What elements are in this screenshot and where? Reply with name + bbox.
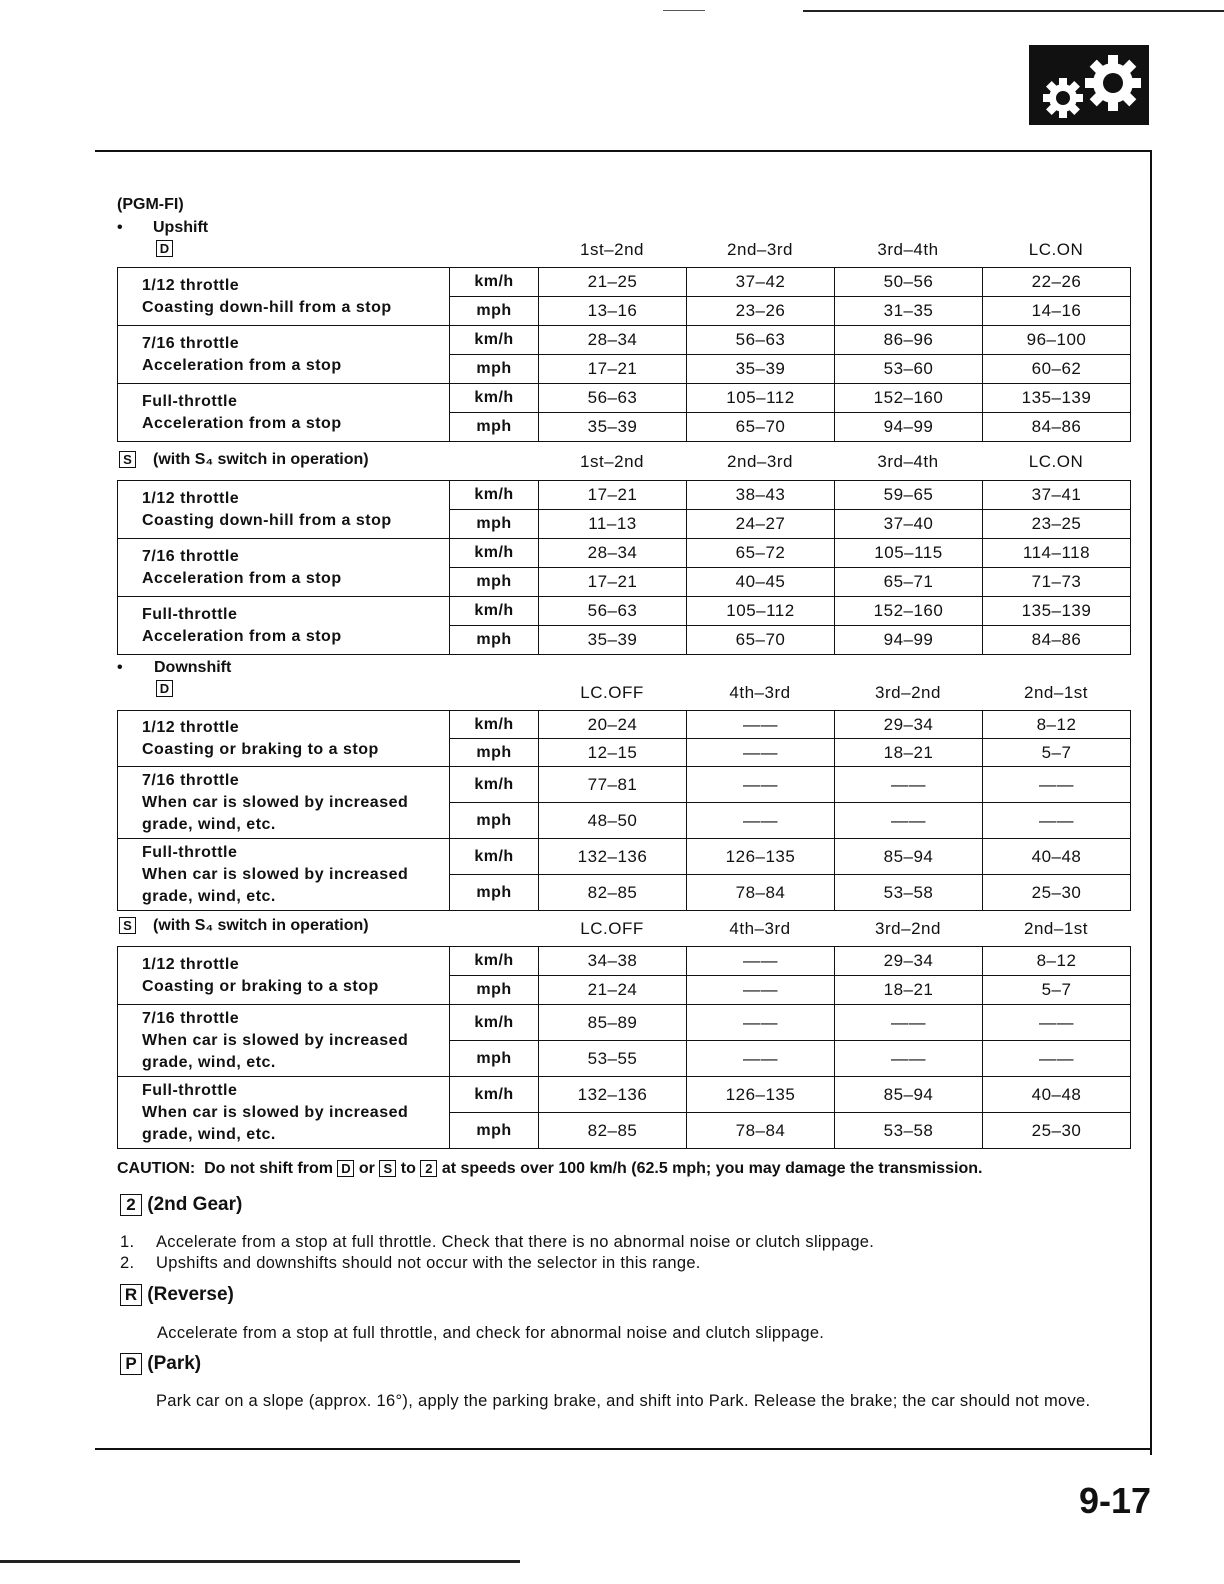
unit-cell: mph bbox=[450, 626, 539, 655]
speed-cell: 31–35 bbox=[835, 297, 983, 326]
speed-cell: 40–48 bbox=[983, 1077, 1131, 1113]
speed-cell: 105–112 bbox=[687, 597, 835, 626]
speed-cell: 40–45 bbox=[687, 568, 835, 597]
speed-cell: —— bbox=[983, 1041, 1131, 1077]
speed-cell: 53–60 bbox=[835, 355, 983, 384]
condition-line: 1/12 throttle bbox=[142, 276, 240, 294]
column-header: 2nd–3rd bbox=[727, 240, 793, 259]
speed-cell: 94–99 bbox=[835, 626, 983, 655]
speed-cell: 53–58 bbox=[835, 875, 983, 911]
speed-cell: 65–70 bbox=[687, 626, 835, 655]
condition-line: grade, wind, etc. bbox=[142, 1053, 276, 1071]
speed-cell: 85–89 bbox=[539, 1005, 687, 1041]
unit-cell: km/h bbox=[450, 268, 539, 297]
speed-cell: 8–12 bbox=[983, 947, 1131, 976]
unit-cell: km/h bbox=[450, 767, 539, 803]
frame-top-rule bbox=[95, 150, 1152, 152]
speed-cell: 105–115 bbox=[835, 539, 983, 568]
engine-label: (PGM-FI) bbox=[117, 196, 184, 213]
column-header: LC.ON bbox=[1028, 240, 1084, 259]
condition-line: Acceleration from a stop bbox=[142, 356, 342, 374]
speed-cell: 35–39 bbox=[687, 355, 835, 384]
unit-cell: mph bbox=[450, 510, 539, 539]
throttle-condition bbox=[118, 839, 450, 911]
speed-cell: 71–73 bbox=[983, 568, 1131, 597]
speed-cell: 11–13 bbox=[539, 510, 687, 539]
speed-cell: 34–38 bbox=[539, 947, 687, 976]
condition-line: 7/16 throttle bbox=[142, 771, 240, 789]
speed-cell: 12–15 bbox=[539, 739, 687, 767]
speed-cell: 82–85 bbox=[539, 1113, 687, 1149]
speed-cell: 77–81 bbox=[539, 767, 687, 803]
second-gear-item-1: Accelerate from a stop at full throttle. Check that there is no abnormal noise or clutch slippage. bbox=[156, 1233, 875, 1251]
speed-cell: 60–62 bbox=[983, 355, 1131, 384]
condition-line: Acceleration from a stop bbox=[142, 569, 342, 587]
table-row bbox=[118, 1005, 1131, 1041]
speed-cell: 37–40 bbox=[835, 510, 983, 539]
page-number: 9-17 bbox=[1078, 1480, 1151, 1521]
downshift-label: Downshift bbox=[154, 659, 232, 676]
speed-cell: 94–99 bbox=[835, 413, 983, 442]
gears-icon bbox=[1029, 45, 1149, 125]
throttle-condition bbox=[118, 326, 450, 384]
unit-cell: km/h bbox=[450, 1077, 539, 1113]
speed-cell: 29–34 bbox=[835, 947, 983, 976]
park-heading: P (Park) bbox=[120, 1353, 201, 1375]
speed-cell: 25–30 bbox=[983, 1113, 1131, 1149]
speed-cell: —— bbox=[983, 1005, 1131, 1041]
throttle-condition bbox=[118, 1077, 450, 1149]
condition-line: When car is slowed by increased bbox=[142, 1103, 409, 1121]
condition-line: When car is slowed by increased bbox=[142, 793, 409, 811]
speed-cell: 132–136 bbox=[539, 839, 687, 875]
column-header: 3rd–2nd bbox=[875, 683, 941, 702]
column-header: 3rd–4th bbox=[877, 452, 939, 471]
condition-line: grade, wind, etc. bbox=[142, 815, 276, 833]
speed-cell: —— bbox=[983, 767, 1131, 803]
second-gear-item-2: Upshifts and downshifts should not occur with the selector in this range. bbox=[156, 1254, 701, 1272]
throttle-condition bbox=[118, 539, 450, 597]
table-row bbox=[118, 481, 1131, 510]
condition-line: Coasting or braking to a stop bbox=[142, 977, 379, 995]
speed-cell: 85–94 bbox=[835, 1077, 983, 1113]
speed-cell: —— bbox=[983, 803, 1131, 839]
speed-cell: 65–72 bbox=[687, 539, 835, 568]
unit-cell: km/h bbox=[450, 947, 539, 976]
downshift-s-table bbox=[117, 946, 1131, 1149]
speed-cell: 22–26 bbox=[983, 268, 1131, 297]
speed-cell: 48–50 bbox=[539, 803, 687, 839]
top-rule-short bbox=[663, 10, 705, 11]
throttle-condition bbox=[118, 597, 450, 655]
list-number: 2. bbox=[120, 1254, 135, 1272]
speed-cell: 17–21 bbox=[539, 568, 687, 597]
throttle-condition bbox=[118, 384, 450, 442]
upshift-d-table bbox=[117, 267, 1131, 442]
speed-cell: 65–71 bbox=[835, 568, 983, 597]
speed-cell: 126–135 bbox=[687, 1077, 835, 1113]
range-d-badge: D bbox=[156, 680, 173, 698]
speed-cell: 37–42 bbox=[687, 268, 835, 297]
speed-cell: 17–21 bbox=[539, 355, 687, 384]
speed-cell: —— bbox=[687, 739, 835, 767]
speed-cell: 13–16 bbox=[539, 297, 687, 326]
speed-cell: 23–25 bbox=[983, 510, 1131, 539]
caution-line: CAUTION: Do not shift from D or S to 2 at speeds over 100 km/h (62.5 mph; you may damage the transmission. bbox=[117, 1160, 983, 1177]
speed-cell: 114–118 bbox=[983, 539, 1131, 568]
condition-line: 1/12 throttle bbox=[142, 718, 240, 736]
speed-cell: 35–39 bbox=[539, 413, 687, 442]
table-row bbox=[118, 947, 1131, 976]
speed-cell: 86–96 bbox=[835, 326, 983, 355]
condition-line: Full-throttle bbox=[142, 843, 238, 861]
speed-cell: 152–160 bbox=[835, 384, 983, 413]
throttle-condition bbox=[118, 1005, 450, 1077]
second-gear-heading: 2 (2nd Gear) bbox=[120, 1194, 242, 1216]
column-header: 2nd–1st bbox=[1024, 919, 1088, 938]
speed-cell: 53–55 bbox=[539, 1041, 687, 1077]
condition-line: grade, wind, etc. bbox=[142, 1125, 276, 1143]
table-row bbox=[118, 384, 1131, 413]
speed-cell: 25–30 bbox=[983, 875, 1131, 911]
condition-line: grade, wind, etc. bbox=[142, 887, 276, 905]
speed-cell: 5–7 bbox=[983, 976, 1131, 1005]
condition-line: 7/16 throttle bbox=[142, 1009, 240, 1027]
speed-cell: 20–24 bbox=[539, 711, 687, 739]
speed-cell: 35–39 bbox=[539, 626, 687, 655]
table-row bbox=[118, 597, 1131, 626]
range-p-badge: P bbox=[120, 1353, 142, 1375]
range-d-badge: D bbox=[156, 240, 173, 258]
condition-line: 1/12 throttle bbox=[142, 955, 240, 973]
speed-cell: 59–65 bbox=[835, 481, 983, 510]
speed-cell: 38–43 bbox=[687, 481, 835, 510]
range-s-badge: S bbox=[119, 917, 136, 935]
unit-cell: mph bbox=[450, 355, 539, 384]
range-s-badge: S bbox=[379, 1160, 396, 1177]
speed-cell: 40–48 bbox=[983, 839, 1131, 875]
column-header: 4th–3rd bbox=[729, 683, 791, 702]
speed-cell: —— bbox=[687, 803, 835, 839]
speed-cell: —— bbox=[687, 1005, 835, 1041]
table-row bbox=[118, 268, 1131, 297]
speed-cell: —— bbox=[687, 1041, 835, 1077]
unit-cell: mph bbox=[450, 568, 539, 597]
table-row bbox=[118, 1077, 1131, 1113]
condition-line: Coasting down-hill from a stop bbox=[142, 511, 392, 529]
range-2-badge: 2 bbox=[120, 1194, 142, 1216]
throttle-condition bbox=[118, 767, 450, 839]
unit-cell: mph bbox=[450, 297, 539, 326]
unit-cell: km/h bbox=[450, 711, 539, 739]
bullet: • bbox=[117, 219, 123, 236]
park-text: Park car on a slope (approx. 16°), apply the parking brake, and shift into Park. Release the brake; the car should not move. bbox=[156, 1392, 1091, 1410]
unit-cell: mph bbox=[450, 739, 539, 767]
unit-cell: mph bbox=[450, 976, 539, 1005]
bottom-rule bbox=[0, 1560, 520, 1563]
condition-line: 7/16 throttle bbox=[142, 547, 240, 565]
speed-cell: 18–21 bbox=[835, 976, 983, 1005]
speed-cell: 78–84 bbox=[687, 875, 835, 911]
table-row bbox=[118, 839, 1131, 875]
range-d-badge: D bbox=[337, 1160, 354, 1177]
s4-switch-label: (with S₄ switch in operation) bbox=[153, 451, 369, 468]
speed-cell: —— bbox=[835, 767, 983, 803]
unit-cell: mph bbox=[450, 1041, 539, 1077]
upshift-label: Upshift bbox=[153, 219, 209, 236]
throttle-condition bbox=[118, 947, 450, 1005]
speed-cell: 82–85 bbox=[539, 875, 687, 911]
upshift-s-table bbox=[117, 480, 1131, 655]
speed-cell: 135–139 bbox=[983, 597, 1131, 626]
speed-cell: 29–34 bbox=[835, 711, 983, 739]
unit-cell: mph bbox=[450, 875, 539, 911]
condition-line: Coasting down-hill from a stop bbox=[142, 298, 392, 316]
speed-cell: 28–34 bbox=[539, 539, 687, 568]
range-s-badge: S bbox=[119, 451, 136, 469]
frame-bottom-rule bbox=[95, 1448, 1152, 1450]
speed-cell: 21–24 bbox=[539, 976, 687, 1005]
condition-line: 7/16 throttle bbox=[142, 334, 240, 352]
column-header: 2nd–3rd bbox=[727, 452, 793, 471]
top-rule-long bbox=[803, 10, 1224, 12]
bullet: • bbox=[117, 659, 123, 676]
speed-cell: 135–139 bbox=[983, 384, 1131, 413]
speed-cell: 28–34 bbox=[539, 326, 687, 355]
unit-cell: mph bbox=[450, 803, 539, 839]
throttle-condition bbox=[118, 711, 450, 767]
column-header: 1st–2nd bbox=[580, 240, 644, 259]
speed-cell: 21–25 bbox=[539, 268, 687, 297]
condition-line: Full-throttle bbox=[142, 605, 238, 623]
speed-cell: 8–12 bbox=[983, 711, 1131, 739]
condition-line: Full-throttle bbox=[142, 392, 238, 410]
table-row bbox=[118, 539, 1131, 568]
condition-line: 1/12 throttle bbox=[142, 489, 240, 507]
unit-cell: km/h bbox=[450, 481, 539, 510]
throttle-condition bbox=[118, 481, 450, 539]
column-header: LC.OFF bbox=[580, 919, 644, 938]
speed-cell: —— bbox=[687, 947, 835, 976]
speed-cell: 56–63 bbox=[687, 326, 835, 355]
caution-label: CAUTION: bbox=[117, 1160, 196, 1177]
unit-cell: km/h bbox=[450, 597, 539, 626]
table-row bbox=[118, 711, 1131, 739]
column-header: 3rd–2nd bbox=[875, 919, 941, 938]
speed-cell: 85–94 bbox=[835, 839, 983, 875]
speed-cell: 65–70 bbox=[687, 413, 835, 442]
list-number: 1. bbox=[120, 1233, 135, 1251]
speed-cell: 126–135 bbox=[687, 839, 835, 875]
column-header: LC.ON bbox=[1028, 452, 1084, 471]
column-header: LC.OFF bbox=[580, 683, 644, 702]
unit-cell: mph bbox=[450, 1113, 539, 1149]
table-row bbox=[118, 326, 1131, 355]
frame-right-rule bbox=[1150, 150, 1152, 1455]
condition-line: When car is slowed by increased bbox=[142, 865, 409, 883]
speed-cell: 132–136 bbox=[539, 1077, 687, 1113]
reverse-heading: R (Reverse) bbox=[120, 1284, 234, 1306]
speed-cell: 56–63 bbox=[539, 597, 687, 626]
table-row bbox=[118, 767, 1131, 803]
speed-cell: 5–7 bbox=[983, 739, 1131, 767]
speed-cell: 18–21 bbox=[835, 739, 983, 767]
condition-line: When car is slowed by increased bbox=[142, 1031, 409, 1049]
column-header: 1st–2nd bbox=[580, 452, 644, 471]
downshift-d-table bbox=[117, 710, 1131, 911]
speed-cell: 23–26 bbox=[687, 297, 835, 326]
speed-cell: 96–100 bbox=[983, 326, 1131, 355]
condition-line: Acceleration from a stop bbox=[142, 627, 342, 645]
throttle-condition bbox=[118, 268, 450, 326]
reverse-text: Accelerate from a stop at full throttle, and check for abnormal noise and clutch slippage. bbox=[157, 1324, 825, 1342]
unit-cell: mph bbox=[450, 413, 539, 442]
unit-cell: km/h bbox=[450, 384, 539, 413]
speed-cell: 152–160 bbox=[835, 597, 983, 626]
column-header: 2nd–1st bbox=[1024, 683, 1088, 702]
speed-cell: —— bbox=[835, 1041, 983, 1077]
range-2-badge: 2 bbox=[420, 1160, 437, 1177]
column-header: 4th–3rd bbox=[729, 919, 791, 938]
speed-cell: 84–86 bbox=[983, 626, 1131, 655]
range-r-badge: R bbox=[120, 1284, 142, 1306]
speed-cell: —— bbox=[687, 711, 835, 739]
speed-cell: —— bbox=[687, 767, 835, 803]
unit-cell: km/h bbox=[450, 539, 539, 568]
condition-line: Acceleration from a stop bbox=[142, 414, 342, 432]
unit-cell: km/h bbox=[450, 326, 539, 355]
speed-cell: 17–21 bbox=[539, 481, 687, 510]
column-header: 3rd–4th bbox=[877, 240, 939, 259]
speed-cell: 53–58 bbox=[835, 1113, 983, 1149]
unit-cell: km/h bbox=[450, 839, 539, 875]
speed-cell: 84–86 bbox=[983, 413, 1131, 442]
speed-cell: 24–27 bbox=[687, 510, 835, 539]
speed-cell: 50–56 bbox=[835, 268, 983, 297]
condition-line: Full-throttle bbox=[142, 1081, 238, 1099]
speed-cell: —— bbox=[835, 1005, 983, 1041]
speed-cell: 14–16 bbox=[983, 297, 1131, 326]
speed-cell: 37–41 bbox=[983, 481, 1131, 510]
condition-line: Coasting or braking to a stop bbox=[142, 740, 379, 758]
speed-cell: —— bbox=[687, 976, 835, 1005]
s4-switch-label: (with S₄ switch in operation) bbox=[153, 917, 369, 934]
speed-cell: 105–112 bbox=[687, 384, 835, 413]
speed-cell: 56–63 bbox=[539, 384, 687, 413]
speed-cell: —— bbox=[835, 803, 983, 839]
unit-cell: km/h bbox=[450, 1005, 539, 1041]
speed-cell: 78–84 bbox=[687, 1113, 835, 1149]
